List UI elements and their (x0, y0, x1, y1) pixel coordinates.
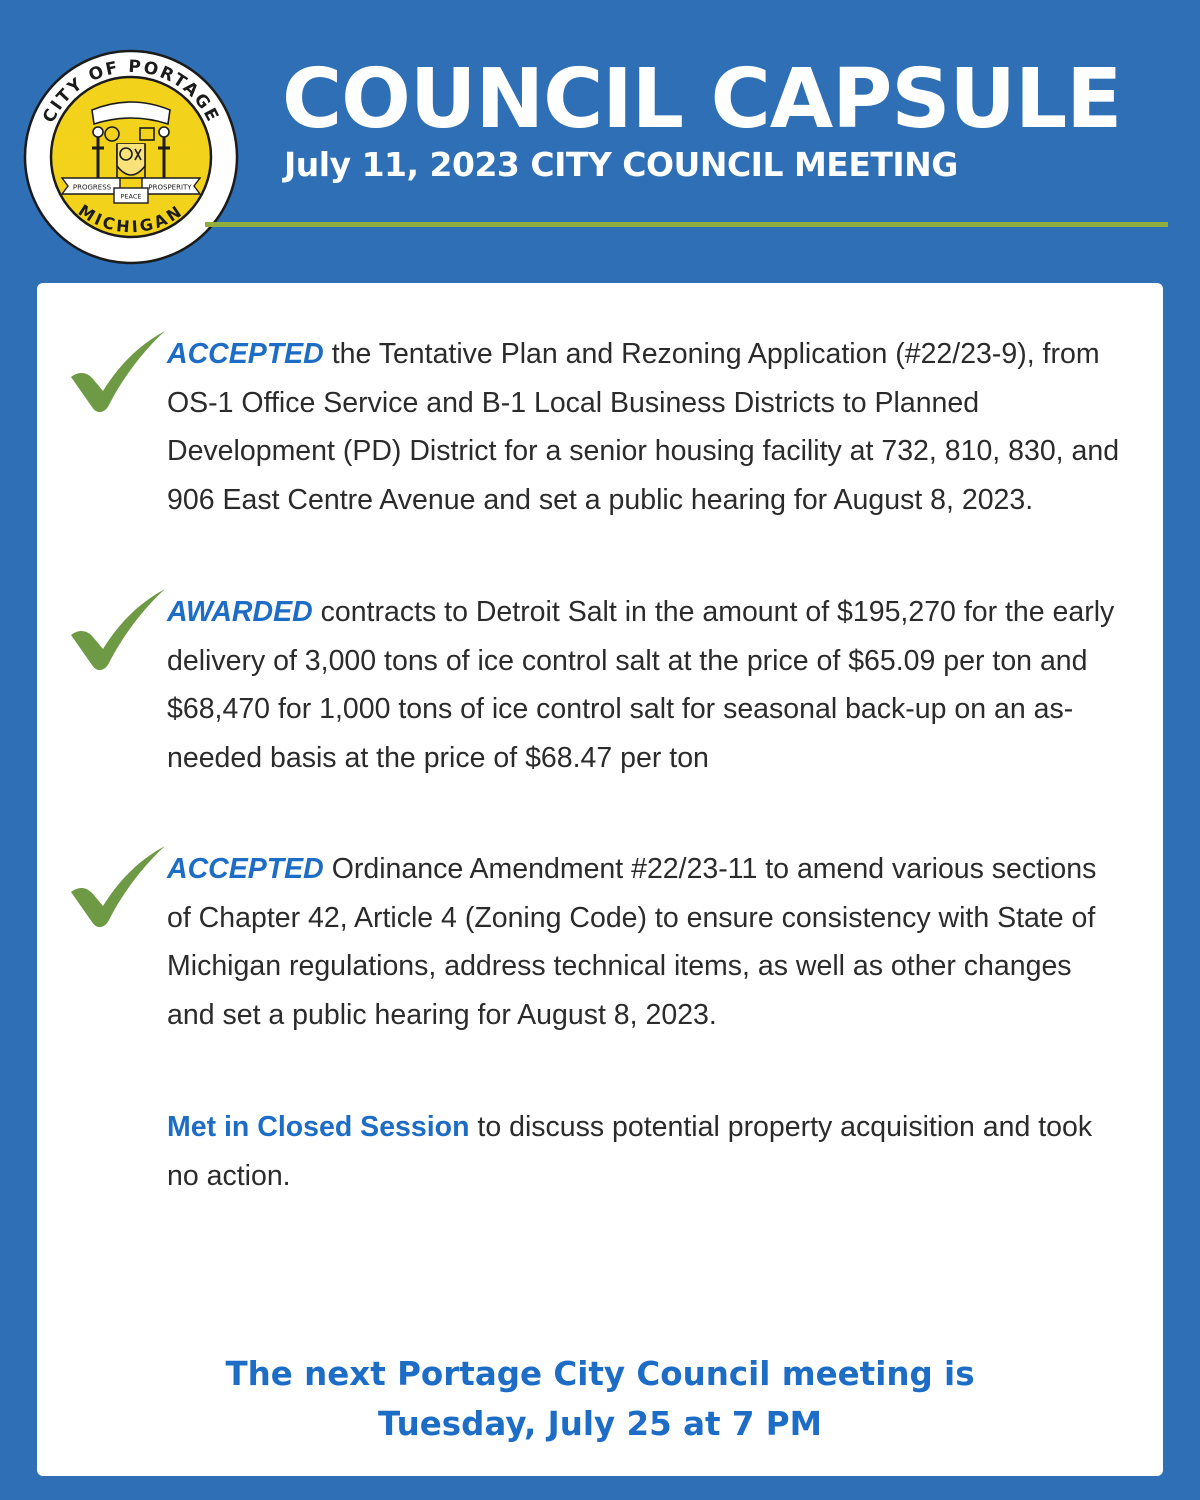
item-keyword: Met in Closed Session (167, 1111, 470, 1143)
meeting-date-subtitle: July 11, 2023 CITY COUNCIL MEETING (284, 145, 958, 184)
page-title: COUNCIL CAPSULE (282, 52, 1122, 147)
seal-top-text: CITY OF PORTAGE (39, 56, 223, 127)
item-keyword: ACCEPTED (167, 853, 324, 885)
item-text: contracts to Detroit Salt in the amount of $195,270 for the early delivery of 3,000 tons of ice control salt at the price of $65.09 per ton and $68,470 for 1,000 tons of ice control salt for seasonal back-up on an as-needed basis at the price of $68.47 per ton (167, 596, 1115, 774)
checkmark-icon (65, 842, 169, 932)
seal-banner-left: PROGRESS (72, 183, 112, 192)
seal-bottom-text: MICHIGAN (74, 200, 188, 237)
item-text: to discuss potential property acquisition and took no action. (167, 1111, 1093, 1192)
list-item (167, 588, 1127, 782)
next-meeting-notice (37, 1349, 1163, 1449)
checkmark-icon (65, 585, 169, 675)
item-keyword: AWARDED (167, 596, 313, 628)
next-meeting-line-2: Tuesday, July 25 at 7 PM (378, 1405, 822, 1443)
seal-banner-right: PROSPERITY (148, 183, 192, 192)
list-item (167, 330, 1127, 524)
next-meeting-line-1: The next Portage City Council meeting is (225, 1355, 975, 1393)
seal-banner-center: PEACE (120, 192, 142, 201)
list-item (167, 845, 1127, 1039)
content-card (37, 283, 1163, 1476)
item-text: the Tentative Plan and Rezoning Application (#22/23-9), from OS-1 Office Service and B-1 Local Business Districts to Planned Development (PD) District for a senior housing facility at 732, 810, 830, and 906 East Centre Avenue and set a public hearing for August 8, 2023. (167, 338, 1120, 516)
city-seal-logo (22, 48, 240, 266)
checkmark-icon (65, 327, 169, 417)
list-item (167, 1103, 1127, 1200)
header-divider (205, 222, 1168, 227)
item-text: Ordinance Amendment #22/23-11 to amend various sections of Chapter 42, Article 4 (Zoning Code) to ensure consistency with State of Michigan regulations, address technical items, as well as other changes and set a public hearing for August 8, 2023. (167, 853, 1097, 1031)
item-keyword: ACCEPTED (167, 338, 324, 370)
